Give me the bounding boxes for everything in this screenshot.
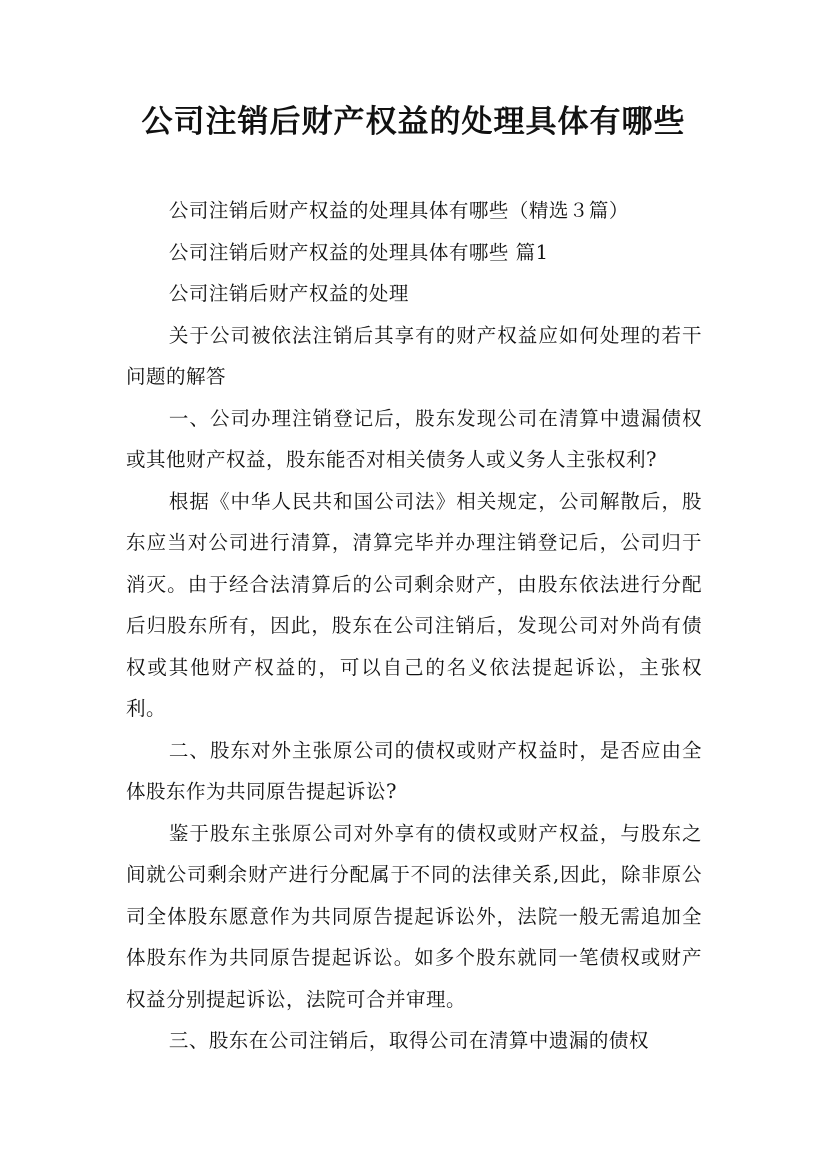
- paragraph-answer-2: 鉴于股东主张原公司对外享有的债权或财产权益，与股东之间就公司剩余财产进行分配属于不同的法律关系,因此，除非原公司全体股东愿意作为共同原告提起诉讼外，法院一般无需追加全体股东作为共同原告提起诉讼。如多个股东就同一笔债权或财产权益分别提起诉讼，法院可合并审理。: [126, 821, 702, 1011]
- paragraph-subtitle: 公司注销后财产权益的处理具体有哪些（精选３篇）: [168, 199, 629, 222]
- paragraph-question-3: 三、股东在公司注销后，取得公司在清算中遗漏的债权: [168, 1029, 649, 1052]
- paragraph-question-2: 二、股东对外主张原公司的债权或财产权益时，是否应由全体股东作为共同原告提起诉讼?: [126, 738, 702, 803]
- paragraph-section-heading: 公司注销后财产权益的处理具体有哪些 篇1: [168, 240, 549, 264]
- paragraph-topic: 公司注销后财产权益的处理: [168, 282, 409, 305]
- document-body: [126, 190, 702, 1062]
- paragraph-answer-1: 根据《中华人民共和国公司法》相关规定，公司解散后，股东应当对公司进行清算，清算完毕并办理注销登记后，公司归于消灭。由于经合法清算后的公司剩余财产，由股东依法进行分配后归股东所有，因此，股东在公司注销后，发现公司对外尚有债权或其他财产权益的，可以自己的名义依法提起诉讼，主张权利。: [126, 489, 702, 720]
- paragraph-intro: 关于公司被依法注销后其享有的财产权益应如何处理的若干问题的解答: [126, 323, 702, 388]
- paragraph-question-1: 一、公司办理注销登记后，股东发现公司在清算中遗漏债权或其他财产权益，股东能否对相关债务人或义务人主张权利?: [126, 406, 702, 471]
- document-title: 公司注销后财产权益的处理具体有哪些: [141, 104, 686, 140]
